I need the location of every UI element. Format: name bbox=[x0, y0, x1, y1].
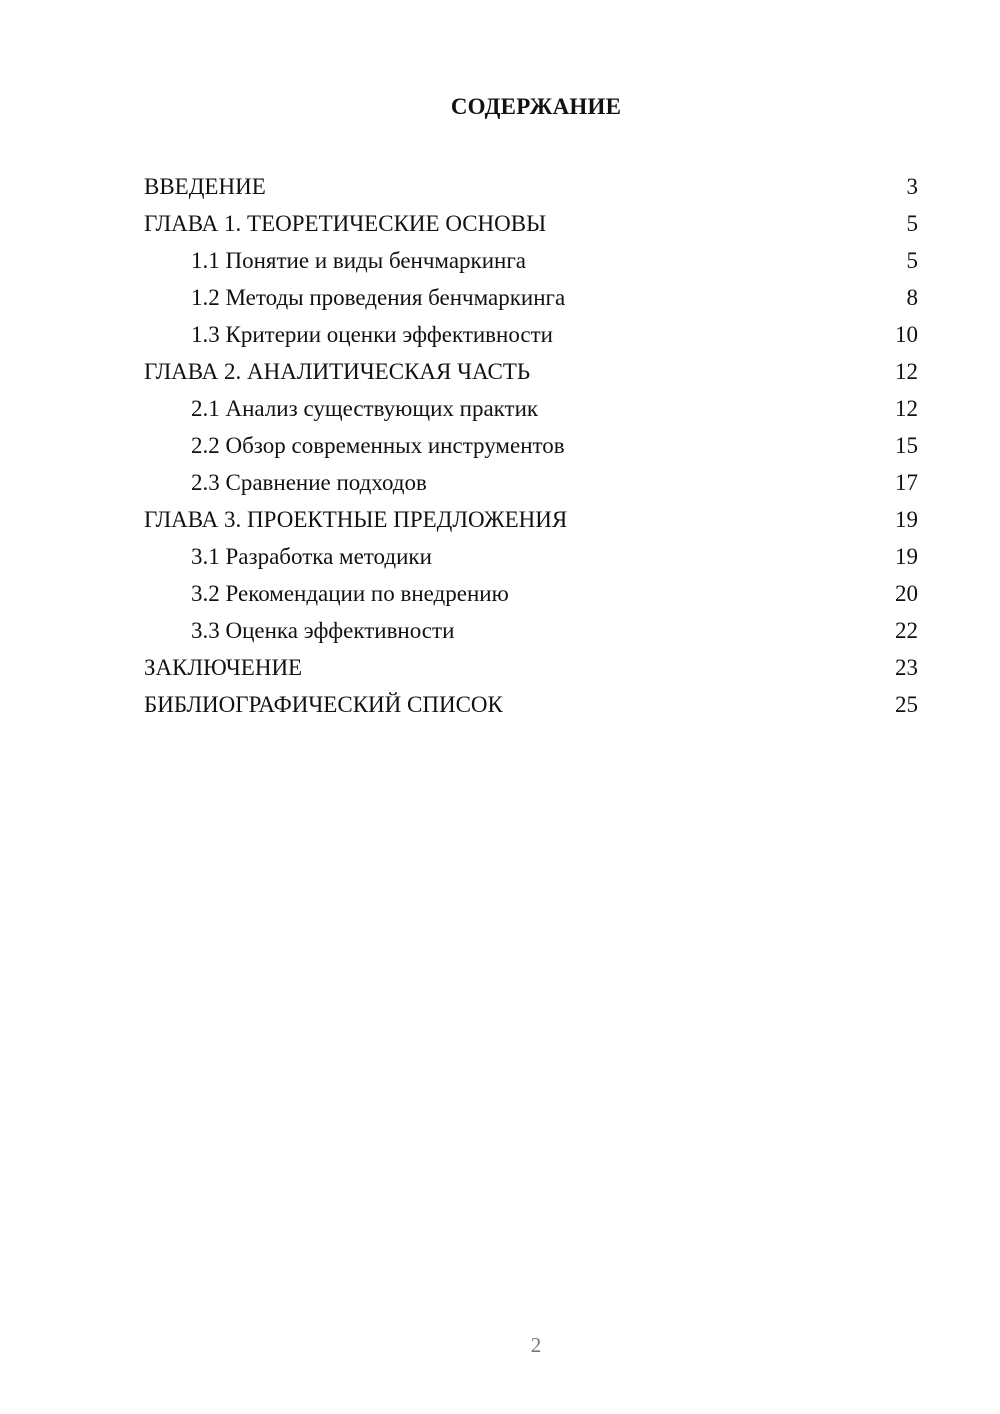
toc-entry-page: 15 bbox=[895, 433, 918, 458]
toc-subentry bbox=[144, 427, 918, 464]
toc-entry-page: 5 bbox=[906, 248, 918, 273]
toc-subentry bbox=[144, 464, 918, 501]
toc-entry-title: 1.2 Методы проведения бенчмаркинга bbox=[191, 285, 566, 310]
toc-entry-page: 23 bbox=[895, 655, 918, 680]
toc-entry bbox=[144, 649, 918, 686]
page-number: 2 bbox=[530, 1333, 542, 1357]
toc-subentry bbox=[144, 279, 918, 316]
toc-entry-title: БИБЛИОГРАФИЧЕСКИЙ СПИСОК bbox=[144, 692, 503, 717]
toc-entry bbox=[144, 686, 918, 723]
toc-entry-title: 3.1 Разработка методики bbox=[191, 544, 432, 569]
toc-entry-page: 17 bbox=[895, 470, 918, 495]
toc-entry-title: 2.1 Анализ существующих практик bbox=[191, 396, 539, 421]
toc-entry-title: ГЛАВА 2. АНАЛИТИЧЕСКАЯ ЧАСТЬ bbox=[144, 359, 531, 384]
toc-subentry bbox=[144, 538, 918, 575]
toc-entry-title: ГЛАВА 1. ТЕОРЕТИЧЕСКИЕ ОСНОВЫ bbox=[144, 211, 547, 236]
toc-subentry bbox=[144, 316, 918, 353]
toc-subentry bbox=[144, 390, 918, 427]
toc-entry-page: 25 bbox=[895, 692, 918, 717]
toc-entry-title: ЗАКЛЮЧЕНИЕ bbox=[144, 655, 303, 680]
toc-entry bbox=[144, 168, 918, 205]
toc-entry-title: ГЛАВА 3. ПРОЕКТНЫЕ ПРЕДЛОЖЕНИЯ bbox=[144, 507, 568, 532]
toc-entry bbox=[144, 353, 918, 390]
toc-entry-page: 5 bbox=[906, 211, 918, 236]
toc-entry-page: 3 bbox=[906, 174, 918, 199]
toc-entry-page: 10 bbox=[895, 322, 918, 347]
toc-entry-title: ВВЕДЕНИЕ bbox=[144, 174, 266, 199]
toc-subentry bbox=[144, 242, 918, 279]
toc-entry-title: 2.2 Обзор современных инструментов bbox=[191, 433, 565, 458]
toc-entry-page: 19 bbox=[895, 507, 918, 532]
toc-entry-title: 3.2 Рекомендации по внедрению bbox=[191, 581, 509, 606]
toc-subentry bbox=[144, 612, 918, 649]
table-of-contents bbox=[144, 168, 918, 723]
toc-entry-page: 19 bbox=[895, 544, 918, 569]
toc-entry bbox=[144, 501, 918, 538]
toc-entry-page: 22 bbox=[895, 618, 918, 643]
toc-entry bbox=[144, 205, 918, 242]
toc-entry-page: 8 bbox=[906, 285, 918, 310]
toc-entry-page: 12 bbox=[895, 359, 918, 384]
toc-subentry bbox=[144, 575, 918, 612]
toc-entry-title: 3.3 Оценка эффективности bbox=[191, 618, 455, 643]
toc-entry-page: 12 bbox=[895, 396, 918, 421]
toc-entry-title: 2.3 Сравнение подходов bbox=[191, 470, 427, 495]
page-title: СОДЕРЖАНИЕ bbox=[450, 94, 622, 119]
toc-entry-page: 20 bbox=[895, 581, 918, 606]
toc-entry-title: 1.3 Критерии оценки эффективности bbox=[191, 322, 553, 347]
toc-entry-title: 1.1 Понятие и виды бенчмаркинга bbox=[191, 248, 526, 273]
